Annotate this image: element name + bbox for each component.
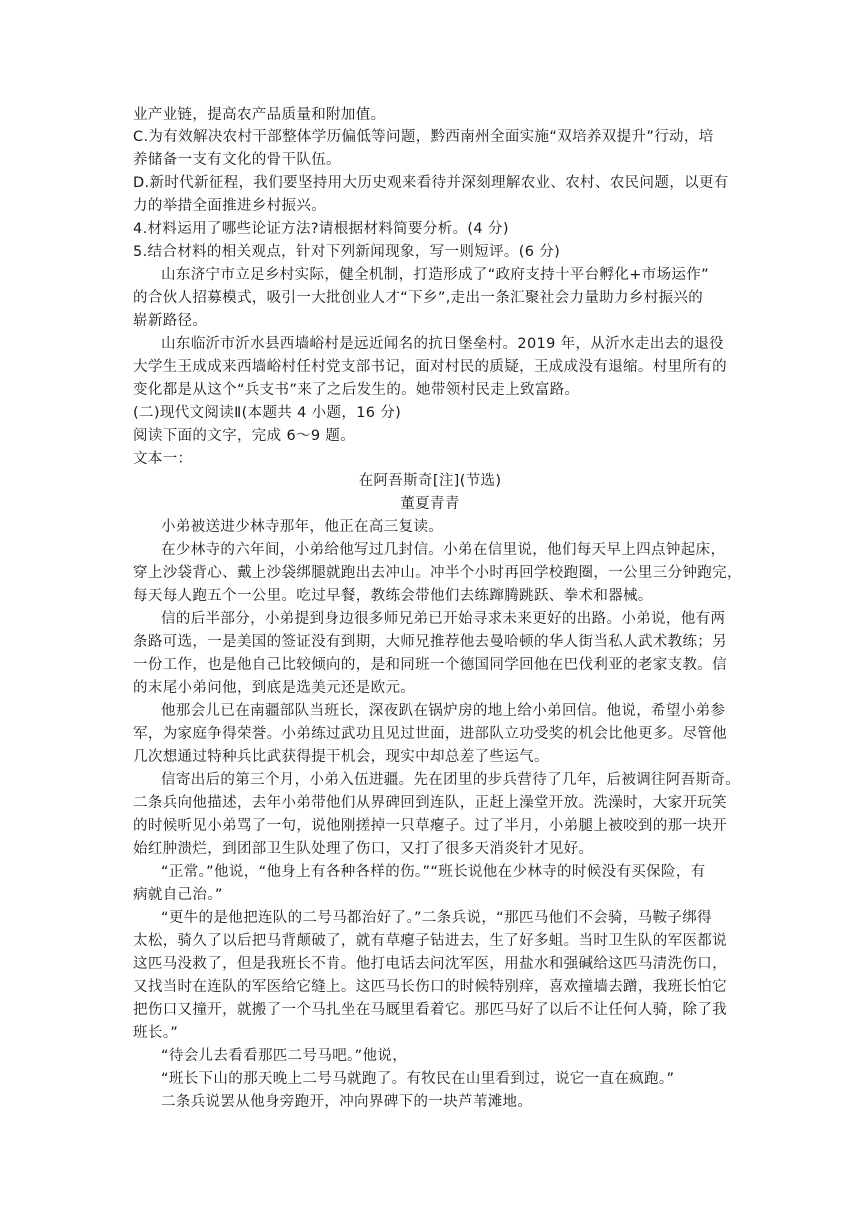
text-line: 养储备一支有文化的骨干队伍。 [133,152,341,168]
article-author: 董夏青青 [400,496,460,512]
instruction: 阅读下面的文字，完成 6～9 题。 [133,428,356,444]
paragraph-start: 二条兵说罢从他身旁跑开，冲向界碑下的一块芦苇滩地。 [161,1094,533,1110]
paragraph-start: 信的后半部分，小弟提到身边很多师兄弟已开始寻求未来更好的出路。小弟说，他有两 [161,611,726,627]
section-heading: (二)现代文阅读Ⅱ(本题共 4 小题，16 分) [133,405,402,421]
text-line: 大学生王成成来西墙峪村任村党支部书记，面对村民的质疑，王成成没有退缩。村里所有的 [133,359,727,375]
text-line: 业产业链，提高农产品质量和附加值。 [133,107,386,123]
paragraph-start: 山东临沂市沂水县西墙峪村是远近闻名的抗日堡垒村。2019 年，从沂水走出去的退役 [161,336,725,352]
paragraph-start: 小弟被送进少林寺那年，他正在高三复读。 [161,519,444,535]
paragraph-start: “班长下山的那天晚上二号马就跑了。有牧民在山里看到过，说它一直在疯跑。” [161,1071,675,1087]
paragraph-start: 他那会儿已在南疆部队当班长，深夜趴在锅炉房的地上给小弟回信。他说，希望小弟参 [161,703,726,719]
text-line: 二条兵向他描述，去年小弟带他们从界碑回到连队，正赶上澡堂开放。洗澡时，大家开玩笑 [133,795,727,811]
text-line: 班长。” [133,1025,179,1041]
text-line: 几次想通过特种兵比武获得提干机会，现实中却总差了些运气。 [133,749,549,765]
text-line: 病就自己治。” [133,887,223,903]
option-c-line: C.为有效解决农村干部整体学历偏低等问题，黔西南州全面实施“双培养双提升”行动，培 [133,129,714,145]
text-line: 这匹马没救了，但是我班长不肯。他打电话去问沈军医，用盐水和强碱给这匹马清洗伤口， [133,956,727,972]
text-line: 条路可选，一是美国的签证没有到期，大师兄推荐他去曼哈顿的华人街当私人武术教练；另 [133,634,727,650]
text-line: 的末尾小弟问他，到底是选美元还是欧元。 [133,680,416,696]
paragraph-start: 信寄出后的第三个月，小弟入伍进疆。先在团里的步兵营待了几年，后被调往阿吾斯奇。 [161,772,741,788]
text-line: 的时候听见小弟骂了一句，说他刚搓掉一只草瘪子。过了半月，小弟腿上被咬到的那一块开 [133,818,727,834]
paragraph-start: “待会儿去看看那匹二号马吧。”他说， [161,1048,408,1064]
question-4: 4.材料运用了哪些论证方法?请根据材料简要分析。(4 分) [133,221,509,237]
text-line: 军，为家庭争得荣誉。小弟练过武功且见过世面，进部队立功受奖的机会比他更多。尽管他 [133,726,727,742]
article-title: 在阿吾斯奇[注](节选) [358,473,502,489]
text-line: 每天每人跑五个一公里。吃过早餐，教练会带他们去练蹿腾跳跃、拳术和器械。 [133,588,653,604]
text-line: 力的举措全面推进乡村振兴。 [133,198,327,214]
text-line: 穿上沙袋背心、戴上沙袋绑腿就跑出去冲山。冲半个小时再回学校跑圈，一公里三分钟跑完， [133,565,742,581]
option-d-line: D.新时代新征程，我们要坚持用大历史观来看待并深刻理解农业、农村、农民问题，以更有 [133,175,729,191]
text-line: 崭新路径。 [133,313,208,329]
text-label: 文本一： [133,451,193,467]
paragraph-start: 山东济宁市立足乡村实际，健全机制，打造形成了“政府支持十平台孵化+市场运作” [161,267,709,283]
text-line: 始红肿溃烂，到团部卫生队处理了伤口，又打了很多天消炎针才见好。 [133,841,594,857]
paragraph-start: “正常。”他说，“他身上有各种各样的伤。”“班长说他在少林寺的时候没有买保险，有 [161,864,706,880]
text-line: 把伤口又撞开，就搬了一个马扎坐在马厩里看着它。那匹马好了以后不让任何人骑，除了我 [133,1002,727,1018]
question-5: 5.结合材料的相关观点，针对下列新闻现象，写一则短评。(6 分) [133,244,561,260]
paragraph-start: 在少林寺的六年间，小弟给他写过几封信。小弟在信里说，他们每天早上四点钟起床， [161,542,726,558]
text-line: 一份工作，也是他自己比较倾向的，是和同班一个德国同学回他在巴伐利亚的老家支教。信 [133,657,727,673]
paragraph-start: “更牛的是他把连队的二号马都治好了。”二条兵说，“那匹马他们不会骑，马鞍子绑得 [161,910,712,926]
text-line: 太松，骑久了以后把马背颠破了，就有草瘪子钻进去，生了好多蛆。当时卫生队的军医都说 [133,933,727,949]
text-line: 又找当时在连队的军医给它缝上。这匹马长伤口的时候特别痒，喜欢撞墙去蹭，我班长怕它 [133,979,727,995]
text-line: 变化都是从这个“兵支书”来了之后发生的。她带领村民走上致富路。 [133,382,580,398]
text-line: 的合伙人招募模式，吸引一大批创业人才“下乡”,走出一条汇聚社会力量助力乡村振兴的 [133,290,704,306]
